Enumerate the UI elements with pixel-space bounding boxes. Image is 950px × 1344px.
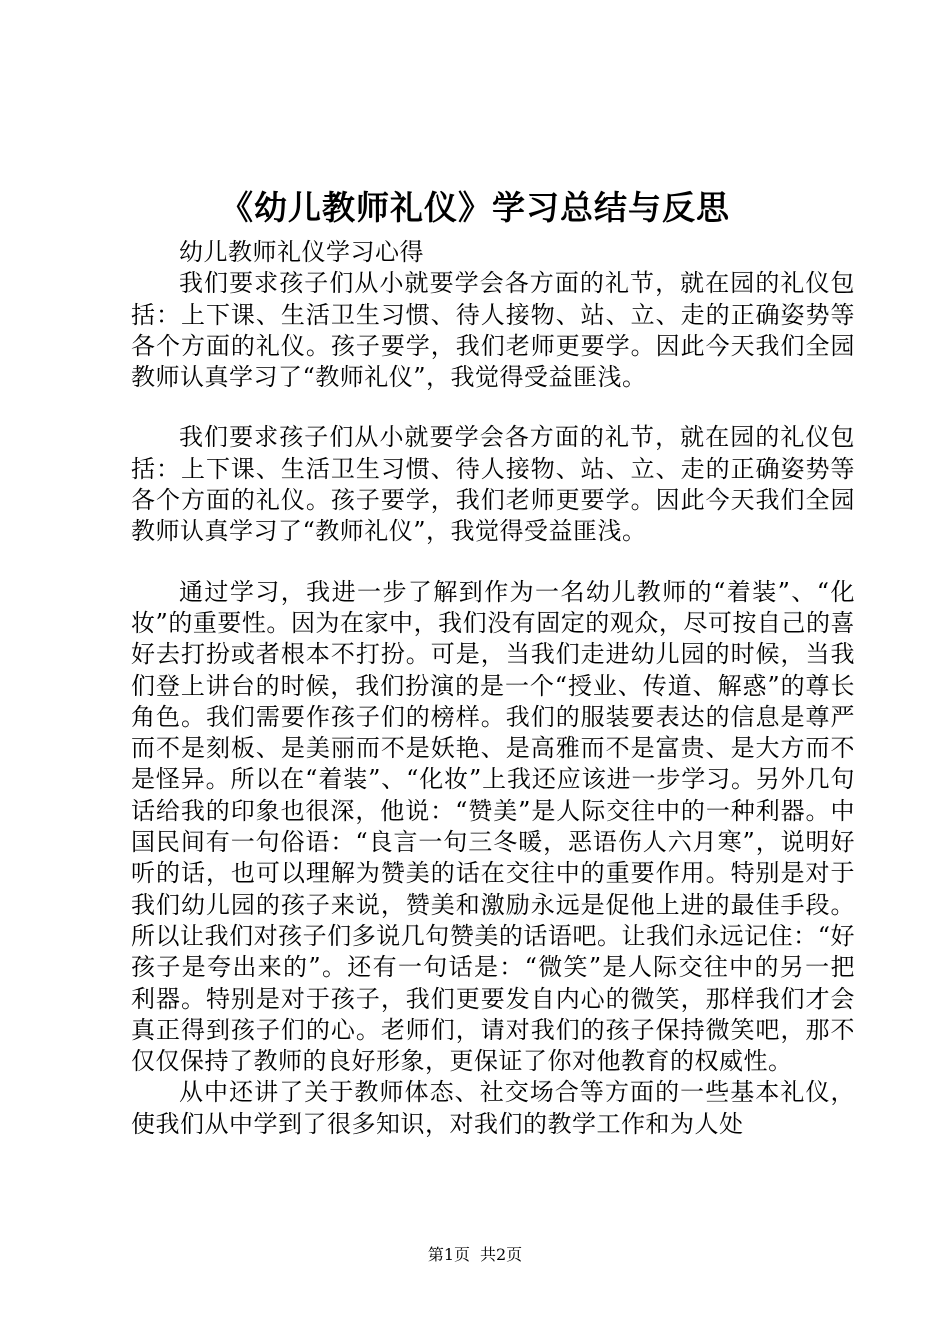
paragraph-1: 我们要求孩子们从小就要学会各方面的礼节，就在园的礼仪包括：上下课、生活卫生习惯、待人接物、站、立、走的正确姿势等各个方面的礼仪。孩子要学，我们老师更要学。因此今天我们全园教师认真学习了“教师礼仪”，我觉得受益匪浅。 xyxy=(131,269,855,392)
document-body xyxy=(131,237,855,1140)
document-title: 《幼儿教师礼仪》学习总结与反思 xyxy=(220,188,730,227)
paragraph-2: 我们要求孩子们从小就要学会各方面的礼节，就在园的礼仪包括：上下课、生活卫生习惯、待人接物、站、立、走的正确姿势等各个方面的礼仪。孩子要学，我们老师更要学。因此今天我们全园教师认真学习了“教师礼仪”，我觉得受益匪浅。 xyxy=(131,423,855,546)
paragraph-4: 从中还讲了关于教师体态、社交场合等方面的一些基本礼仪，使我们从中学到了很多知识，对我们的教学工作和为人处 xyxy=(131,1078,855,1138)
page-total: 共2页 xyxy=(480,1245,523,1264)
page-footer xyxy=(0,1243,950,1267)
paragraph-3: 通过学习，我进一步了解到作为一名幼儿教师的“着装”、“化妆”的重要性。因为在家中，我们没有固定的观众，尽可按自己的喜好去打扮或者根本不打扮。可是，当我们走进幼儿园的时候，当我们登上讲台的时候，我们扮演的是一个“授业、传道、解惑”的尊长角色。我们需要作孩子们的榜样。我们的服装要表达的信息是尊严而不是刻板、是美丽而不是妖艳、是高雅而不是富贵、是大方而不是怪异。所以在“着装”、“化妆”上我还应该进一步学习。另外几句话给我的印象也很深，他说：“赞美”是人际交往中的一种利器。中国民间有一句俗语：“良言一句三冬暖，恶语伤人六月寒”，说明好听的话，也可以理解为赞美的话在交往中的重要作用。特别是对于我们幼儿园的孩子来说，赞美和激励永远是促他上进的最佳手段。所以让我们对孩子们多说几句赞美的话语吧。让我们永远记住：“好孩子是夸出来的”。还有一句话是：“微笑”是人际交往中的另一把利器。特别是对于孩子，我们更要发自内心的微笑，那样我们才会真正得到孩子们的心。老师们，请对我们的孩子保持微笑吧，那不仅仅保持了教师的良好形象，更保证了你对他教育的权威性。 xyxy=(131,577,855,1076)
page-number: 第1页 xyxy=(427,1245,470,1264)
paragraph-subtitle: 幼儿教师礼仪学习心得 xyxy=(179,238,424,266)
